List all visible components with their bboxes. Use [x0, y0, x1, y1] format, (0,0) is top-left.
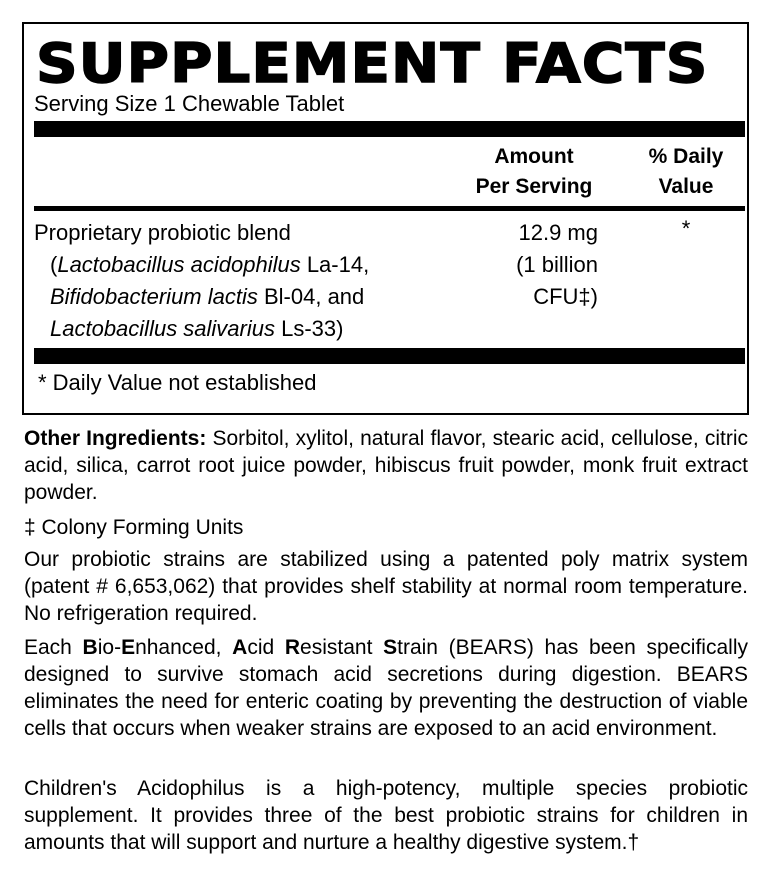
thin-divider — [34, 206, 745, 211]
panel-title: SUPPLEMENT FACTS — [36, 32, 709, 95]
bears-letter-r: R — [284, 636, 301, 659]
ingredient-row-name — [34, 217, 369, 345]
open-paren: ( — [50, 252, 58, 277]
other-ingredients — [24, 425, 748, 506]
amount-line-3: CFU‡) — [533, 284, 598, 309]
other-ingredients-label: Other Ingredients: — [24, 427, 207, 450]
strain-1-code: La-14, — [300, 252, 370, 277]
thick-divider-top — [34, 121, 745, 137]
bears-text-2: io- — [97, 636, 122, 659]
bears-text-5: esistant — [300, 636, 384, 659]
stability-paragraph: Our probiotic strains are stabilized using a patented poly matrix system (patent # 6,653,062) that provides shelf stability at normal room temperature. No refrigeration required. — [24, 548, 748, 625]
bears-letter-s: S — [383, 636, 398, 659]
column-header-amount-line1: Amount — [494, 145, 574, 168]
column-header-amount-line2: Per Serving — [475, 175, 593, 198]
column-header-daily-value — [628, 142, 744, 202]
column-header-dv-line2: Value — [658, 175, 714, 198]
serving-size: Serving Size 1 Chewable Tablet — [34, 91, 345, 116]
strain-2-name: Bifidobacterium lactis — [50, 284, 258, 309]
strain-line-1 — [34, 249, 369, 281]
bears-text-1: Each — [24, 636, 83, 659]
column-header-amount — [456, 142, 612, 202]
bears-text-6: train (BEARS) has been specifically designed to survive stomach acid secretions during digestion. BEARS eliminates the need for enteric coating by preventing the destruction of viable cells that occurs when weaker strains are exposed to an acid environment. — [24, 636, 748, 740]
bears-text-4: cid — [247, 636, 285, 659]
strain-3-name: Lactobacillus salivarius — [50, 316, 275, 341]
strain-3-code: Ls-33) — [275, 316, 344, 341]
children-paragraph: Children's Acidophilus is a high-potency, multiple species probiotic supplement. It provides three of the best probiotic strains for children in amounts that will support and nurture a healthy digestive system.† — [24, 777, 748, 854]
ingredient-daily-value: * — [681, 216, 691, 241]
supplement-facts-panel — [22, 22, 749, 415]
bears-letter-e: E — [121, 636, 136, 659]
bears-letter-a: A — [232, 636, 248, 659]
bears-text-3: nhanced, — [135, 636, 233, 659]
cfu-note: ‡ Colony Forming Units — [24, 516, 244, 539]
strain-line-2 — [34, 281, 369, 313]
bears-paragraph — [24, 634, 748, 742]
strain-2-code: Bl-04, and — [257, 284, 365, 309]
amount-line-1: 12.9 mg — [518, 220, 598, 245]
ingredient-amount — [464, 217, 598, 313]
amount-line-2: (1 billion — [516, 252, 598, 277]
column-header-dv-line1: % Daily — [648, 145, 724, 168]
daily-value-footnote: * Daily Value not established — [38, 370, 317, 395]
strain-1-name: Lactobacillus acidophilus — [57, 252, 301, 277]
strain-line-3 — [34, 313, 369, 345]
bears-letter-b: B — [82, 636, 98, 659]
ingredient-name: Proprietary probiotic blend — [34, 220, 291, 245]
other-ingredients-text: Sorbitol, xylitol, natural flavor, stearic acid, cellulose, citric acid, silica, carrot root juice powder, hibiscus fruit powder, monk fruit extract powder. — [24, 427, 748, 504]
thick-divider-bottom — [34, 348, 745, 364]
